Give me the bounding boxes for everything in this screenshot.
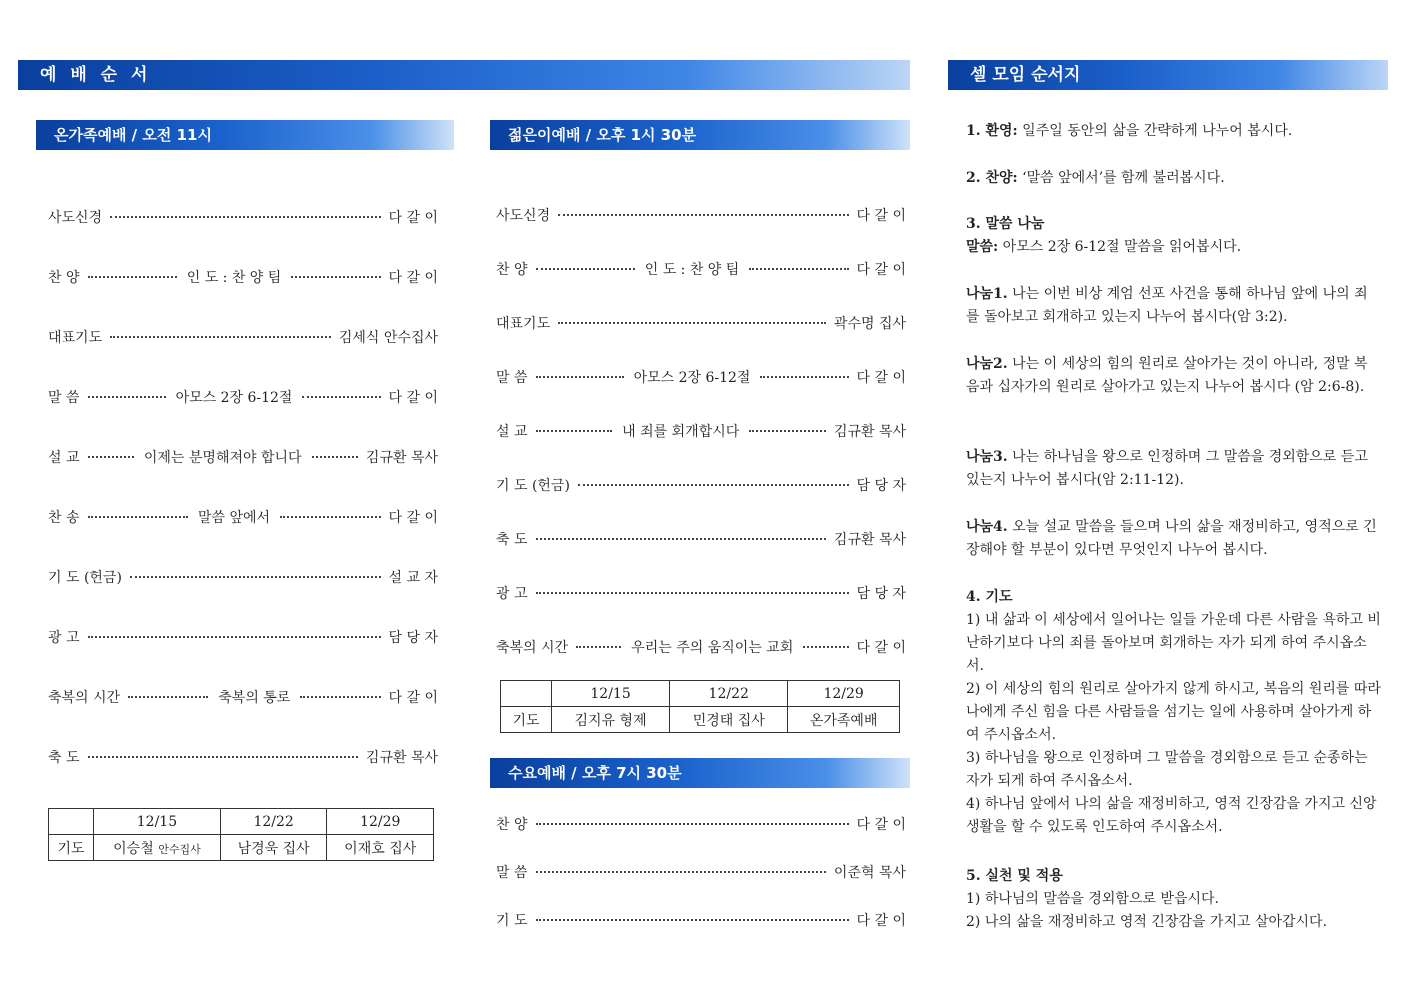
rota-date: 12/22 [670, 681, 788, 707]
order-item-label: 말 씀 [496, 370, 528, 386]
practice-item: 2) 나의 삶을 재정비하고 영적 긴장감을 가지고 살아갑시다. [966, 914, 1328, 930]
cell-question-3 [966, 446, 1378, 492]
order-item-label: 광 고 [48, 630, 80, 646]
cell-scripture-text: 아모스 2장 6-12절 말씀을 읽어봅시다. [998, 239, 1242, 255]
order-item [496, 474, 906, 496]
order-item-detail: 인 도 : 찬 양 팀 [644, 262, 740, 278]
order-item-detail: 이제는 분명해져야 합니다 [143, 450, 302, 466]
order-item [496, 636, 906, 658]
youth-worship-header [490, 120, 910, 150]
order-item-leader: 다 갈 이 [856, 262, 907, 278]
order-item-leader: 김규환 목사 [365, 450, 438, 466]
order-item-detail: 인 도 : 찬 양 팀 [186, 270, 282, 286]
order-item-leader: 다 갈 이 [388, 270, 439, 286]
rota-name: 이재호 집사 [327, 835, 434, 861]
cell-meeting-title: 셀 모임 순서지 [970, 65, 1081, 85]
order-item [48, 686, 438, 708]
worship-order-title: 예 배 순 서 [40, 65, 152, 85]
order-item-label: 광 고 [496, 586, 528, 602]
youth-worship-header-text: 젊은이예배 / 오후 1시 30분 [508, 126, 697, 144]
order-item-label: 축복의 시간 [496, 640, 569, 656]
order-item [48, 506, 438, 528]
order-item-detail: 아모스 2장 6-12절 [633, 370, 751, 386]
order-item-label: 축복의 시간 [48, 690, 121, 706]
cell-welcome-text: 일주일 동안의 삶을 간략하게 나누어 봅시다. [1017, 123, 1293, 139]
cell-word-title: 3. 말씀 나눔 [966, 216, 1045, 232]
order-item-leader: 김규환 목사 [833, 532, 906, 548]
dot-leader [130, 576, 381, 578]
cell-question-2 [966, 353, 1378, 399]
order-item-leader: 담 당 자 [388, 630, 438, 646]
order-item [496, 861, 906, 883]
question-label: 나눔4. [966, 519, 1008, 535]
order-item [496, 366, 906, 388]
rota-date: 12/15 [94, 809, 221, 835]
rota-name-text: 이승철 [113, 840, 154, 857]
order-item-label: 설 교 [496, 424, 528, 440]
cell-praise-text: ‘말씀 앞에서’를 함께 불러봅시다. [1017, 170, 1225, 186]
dot-leader [803, 646, 848, 648]
order-item-label: 축 도 [496, 532, 528, 548]
order-item [48, 746, 438, 768]
order-item [496, 813, 906, 835]
order-item-leader: 김세식 안수집사 [338, 330, 438, 346]
order-item-leader: 다 갈 이 [388, 690, 439, 706]
dot-leader [312, 456, 358, 458]
family-prayer-rota [48, 808, 434, 861]
dot-leader [291, 276, 380, 278]
order-item-leader: 다 갈 이 [856, 640, 906, 656]
order-item [496, 258, 906, 280]
cell-praise [966, 167, 1386, 190]
dot-leader [536, 268, 635, 270]
dot-leader [578, 484, 849, 486]
order-item-leader: 다 갈 이 [388, 390, 438, 406]
rota-date-row [501, 681, 900, 707]
order-item-label: 축 도 [48, 750, 80, 766]
order-item-label: 찬 양 [496, 817, 528, 833]
rota-name: 남경욱 집사 [220, 835, 327, 861]
order-item-label: 말 씀 [496, 865, 528, 881]
dot-leader [760, 376, 848, 378]
dot-leader [749, 430, 826, 432]
order-item-leader: 김규환 목사 [365, 750, 438, 766]
order-item-label: 말 씀 [48, 390, 80, 406]
order-item-leader: 다 갈 이 [856, 370, 906, 386]
dot-leader [536, 430, 613, 432]
family-worship-header [36, 120, 454, 150]
cell-meeting-title-bar [948, 60, 1388, 90]
prayer-item: 4) 하나님 앞에서 나의 삶을 재정비하고, 영적 긴장감을 가지고 신앙생활을 할 수 있도록 인도하여 주시옵소서. [966, 796, 1377, 835]
dot-leader [536, 376, 624, 378]
order-item [496, 582, 906, 604]
order-item-label: 찬 양 [48, 270, 80, 286]
order-item [48, 566, 438, 588]
order-item-leader: 곽수명 집사 [833, 316, 906, 332]
order-item-label: 기 도 [496, 913, 528, 929]
order-item-leader: 설 교 자 [388, 570, 438, 586]
cell-scripture-label: 말씀: [966, 239, 999, 255]
youth-prayer-rota [500, 680, 900, 733]
rota-row-label: 기도 [501, 707, 552, 733]
wednesday-worship-header [490, 758, 910, 788]
order-item [48, 446, 438, 468]
order-item-detail: 우리는 주의 움직이는 교회 [631, 640, 794, 656]
dot-leader [110, 216, 380, 218]
dot-leader [536, 871, 826, 873]
order-item-label: 찬 양 [496, 262, 528, 278]
order-item-label: 대표기도 [496, 316, 551, 332]
rota-name-row [501, 707, 900, 733]
order-item-leader: 담 당 자 [856, 586, 906, 602]
rota-date: 12/29 [788, 681, 900, 707]
rota-date: 12/22 [220, 809, 327, 835]
order-item-label: 기 도 (헌금) [48, 570, 122, 586]
order-item-leader: 다 갈 이 [856, 913, 906, 929]
order-item [496, 312, 906, 334]
order-item-label: 대표기도 [48, 330, 103, 346]
order-item-detail: 축복의 통로 [218, 690, 291, 706]
cell-practice [966, 865, 1382, 934]
dot-leader [536, 919, 849, 921]
question-text: 나는 이번 비상 계엄 선포 사건을 통해 하나님 앞에 나의 죄를 돌아보고 회개하고 있는지 나누어 봅시다(암 3:2). [966, 286, 1368, 325]
rota-row-label: 기도 [49, 835, 94, 861]
prayer-item: 3) 하나님을 왕으로 인정하며 그 말씀을 경외함으로 듣고 순종하는 자가 되게 하여 주시옵소서. [966, 750, 1368, 789]
dot-leader [749, 268, 848, 270]
dot-leader [88, 456, 134, 458]
order-item-detail: 내 죄를 회개합시다 [622, 424, 740, 440]
family-worship-header-text: 온가족예배 / 오전 11시 [54, 126, 212, 144]
worship-order-title-bar [18, 60, 910, 90]
cell-welcome-title: 1. 환영: [966, 123, 1018, 139]
prayer-item: 2) 이 세상의 힘의 원리로 살아가지 않게 하시고, 복음의 원리를 따라 나에게 주신 힘을 다른 사람들을 섬기는 일에 사용하며 살아가게 하여 주시옵소서. [966, 681, 1381, 743]
cell-prayer-title: 4. 기도 [966, 589, 1013, 605]
order-item-leader: 담 당 자 [856, 478, 906, 494]
question-label: 나눔1. [966, 286, 1008, 302]
dot-leader [88, 636, 381, 638]
cell-prayer [966, 586, 1382, 839]
cell-praise-title: 2. 찬양: [966, 170, 1018, 186]
order-item-leader: 다 갈 이 [856, 817, 906, 833]
question-label: 나눔2. [966, 356, 1008, 372]
order-item-detail: 말씀 앞에서 [197, 510, 271, 526]
dot-leader [302, 396, 380, 398]
order-item-leader: 다 갈 이 [388, 510, 438, 526]
question-text: 나는 이 세상의 힘의 원리로 살아가는 것이 아니라, 정말 복음과 십자가의 원리로 살아가고 있는지 나누어 봅시다 (암 2:6-8). [966, 356, 1368, 395]
rota-corner [49, 809, 94, 835]
question-text: 나는 하나님을 왕으로 인정하며 그 말씀을 경외함으로 듣고 있는지 나누어 봅시다(암 2:11-12). [966, 449, 1368, 488]
order-item [48, 326, 438, 348]
order-item [496, 420, 906, 442]
order-item [496, 204, 906, 226]
order-item-label: 사도신경 [48, 210, 103, 226]
dot-leader [280, 516, 380, 518]
rota-name-row [49, 835, 434, 861]
order-item-label: 사도신경 [496, 208, 551, 224]
rota-name: 온가족예배 [788, 707, 900, 733]
cell-question-1 [966, 283, 1378, 329]
practice-item: 1) 하나님의 말씀을 경외함으로 받읍시다. [966, 891, 1220, 907]
cell-word-sharing [966, 213, 1378, 259]
question-text: 오늘 설교 말씀을 들으며 나의 삶을 재정비하고, 영적으로 긴장해야 할 부분이 있다면 무엇인지 나누어 봅시다. [966, 519, 1377, 558]
order-item [496, 528, 906, 550]
order-item [48, 266, 438, 288]
order-item [48, 206, 438, 228]
rota-name: 민경태 집사 [670, 707, 788, 733]
rota-corner [501, 681, 552, 707]
dot-leader [558, 322, 826, 324]
order-item-leader: 김규환 목사 [833, 424, 907, 440]
dot-leader [110, 336, 331, 338]
rota-date: 12/15 [552, 681, 670, 707]
dot-leader [536, 538, 826, 540]
order-item-leader: 다 갈 이 [856, 208, 906, 224]
dot-leader [300, 696, 380, 698]
dot-leader [576, 646, 621, 648]
order-item-detail: 아모스 2장 6-12절 [175, 390, 293, 406]
order-item-label: 찬 송 [48, 510, 80, 526]
order-item [496, 909, 906, 931]
rota-name [94, 835, 221, 861]
rota-name-suffix: 안수집사 [158, 842, 201, 856]
question-label: 나눔3. [966, 449, 1008, 465]
order-item [48, 386, 438, 408]
cell-practice-title: 5. 실천 및 적용 [966, 868, 1063, 884]
order-item-label: 설 교 [48, 450, 80, 466]
cell-welcome [966, 120, 1386, 143]
dot-leader [536, 592, 849, 594]
cell-question-4 [966, 516, 1378, 562]
rota-name: 김지유 형제 [552, 707, 670, 733]
order-item [48, 626, 438, 648]
dot-leader [88, 396, 166, 398]
dot-leader [558, 214, 848, 216]
dot-leader [88, 516, 188, 518]
dot-leader [128, 696, 208, 698]
prayer-item: 1) 내 삶과 이 세상에서 일어나는 일들 가운데 다른 사람을 욕하고 비난하기보다 나의 죄를 돌아보며 회개하는 자가 되게 하여 주시옵소서. [966, 612, 1381, 674]
order-item-label: 기 도 (헌금) [496, 478, 570, 494]
rota-date: 12/29 [327, 809, 434, 835]
dot-leader [88, 756, 358, 758]
order-item-leader: 다 갈 이 [388, 210, 438, 226]
wednesday-worship-header-text: 수요예배 / 오후 7시 30분 [508, 764, 682, 782]
order-item-leader: 이준혁 목사 [833, 865, 906, 881]
rota-date-row [49, 809, 434, 835]
dot-leader [88, 276, 177, 278]
dot-leader [536, 823, 849, 825]
